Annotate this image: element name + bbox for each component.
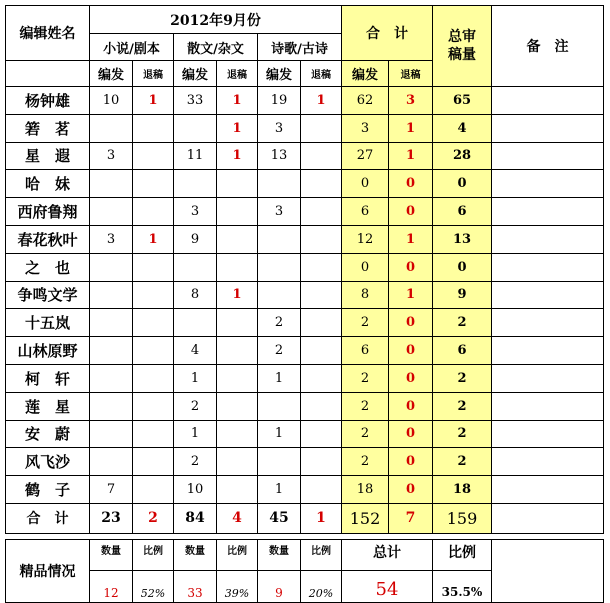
cell-prose-reject bbox=[217, 309, 258, 337]
cell-fiction-reject bbox=[133, 364, 174, 392]
data-rows bbox=[6, 87, 604, 504]
cell-total-edit: 27 bbox=[342, 142, 389, 170]
cell-total-reject: 0 bbox=[389, 337, 433, 365]
quality-total-ratio: 35.5% bbox=[433, 570, 492, 602]
cell-prose-reject bbox=[217, 170, 258, 198]
review-total-header: 总审 稿量 bbox=[433, 6, 492, 87]
cell-total-edit: 152 bbox=[342, 503, 389, 533]
cell-prose-reject: 1 bbox=[217, 142, 258, 170]
category-header-prose: 散文/杂文 bbox=[174, 34, 258, 61]
cell-prose-edit bbox=[174, 309, 217, 337]
cell-poetry-edit bbox=[258, 392, 301, 420]
quality-ratio-header: 比例 bbox=[433, 539, 492, 570]
cell-fiction-edit bbox=[90, 253, 133, 281]
cell-prose-edit: 1 bbox=[174, 420, 217, 448]
cell-prose-reject bbox=[217, 225, 258, 253]
cell-fiction-edit bbox=[90, 448, 133, 476]
cell-prose-edit: 33 bbox=[174, 87, 217, 115]
cell-fiction-edit: 3 bbox=[90, 142, 133, 170]
cell-total-edit: 8 bbox=[342, 281, 389, 309]
cell-review-total: 0 bbox=[433, 253, 492, 281]
cell-total-reject: 0 bbox=[389, 364, 433, 392]
editor-name: 箬 茗 bbox=[6, 114, 90, 142]
cell-review-total: 2 bbox=[433, 364, 492, 392]
cell-fiction-edit bbox=[90, 309, 133, 337]
quality-label: 精品情况 bbox=[6, 539, 90, 602]
cell-total-reject: 7 bbox=[389, 503, 433, 533]
cell-prose-edit: 3 bbox=[174, 198, 217, 226]
cell-prose-edit: 8 bbox=[174, 281, 217, 309]
cell-total-reject: 1 bbox=[389, 281, 433, 309]
table-row bbox=[6, 337, 604, 365]
cell-prose-edit: 2 bbox=[174, 392, 217, 420]
cell-total-reject: 0 bbox=[389, 253, 433, 281]
cell-poetry-edit: 13 bbox=[258, 142, 301, 170]
cell-total-reject: 1 bbox=[389, 114, 433, 142]
cell-prose-edit: 84 bbox=[174, 503, 217, 533]
cell-prose-edit: 2 bbox=[174, 448, 217, 476]
cell-fiction-edit bbox=[90, 114, 133, 142]
cell-notes bbox=[492, 309, 604, 337]
cell-total-reject: 0 bbox=[389, 392, 433, 420]
cell-prose-reject: 1 bbox=[217, 87, 258, 115]
editor-name: 安 蔚 bbox=[6, 420, 90, 448]
cell-notes bbox=[492, 337, 604, 365]
cell-total-reject: 0 bbox=[389, 420, 433, 448]
table-row bbox=[6, 225, 604, 253]
cell-review-total: 159 bbox=[433, 503, 492, 533]
editor-name: 风飞沙 bbox=[6, 448, 90, 476]
cell-review-total: 6 bbox=[433, 198, 492, 226]
cell-prose-edit: 9 bbox=[174, 225, 217, 253]
name-header-spacer bbox=[6, 61, 90, 87]
table-row bbox=[6, 364, 604, 392]
cell-total-edit: 2 bbox=[342, 392, 389, 420]
cell-review-total: 13 bbox=[433, 225, 492, 253]
editor-name: 山林原野 bbox=[6, 337, 90, 365]
cell-fiction-reject bbox=[133, 392, 174, 420]
quality-count-label: 数量 bbox=[258, 539, 301, 570]
quality-prose-count: 33 bbox=[174, 570, 217, 602]
cell-notes bbox=[492, 503, 604, 533]
cell-total-reject: 0 bbox=[389, 309, 433, 337]
cell-total-edit: 2 bbox=[342, 448, 389, 476]
cell-fiction-edit: 23 bbox=[90, 503, 133, 533]
table-row bbox=[6, 253, 604, 281]
cell-fiction-edit bbox=[90, 420, 133, 448]
cell-total-edit: 2 bbox=[342, 364, 389, 392]
cell-total-reject: 3 bbox=[389, 87, 433, 115]
cell-fiction-reject: 1 bbox=[133, 225, 174, 253]
cell-poetry-reject bbox=[301, 170, 342, 198]
editor-name: 鹤 子 bbox=[6, 476, 90, 504]
cell-prose-edit: 11 bbox=[174, 142, 217, 170]
editor-name: 哈 妹 bbox=[6, 170, 90, 198]
editor-name: 西府鲁翔 bbox=[6, 198, 90, 226]
cell-prose-edit bbox=[174, 253, 217, 281]
editor-name: 争鸣文学 bbox=[6, 281, 90, 309]
quality-total-value: 54 bbox=[342, 570, 433, 602]
month-header: 2012年9月份 bbox=[90, 6, 342, 34]
table-row bbox=[6, 448, 604, 476]
cell-fiction-reject bbox=[133, 253, 174, 281]
edit-label: 编发 bbox=[90, 61, 133, 87]
editor-name: 莲 星 bbox=[6, 392, 90, 420]
cell-fiction-edit bbox=[90, 281, 133, 309]
cell-total-edit: 0 bbox=[342, 170, 389, 198]
cell-notes bbox=[492, 114, 604, 142]
cell-fiction-edit bbox=[90, 198, 133, 226]
cell-notes bbox=[492, 420, 604, 448]
total-header: 合 计 bbox=[342, 6, 433, 61]
cell-fiction-reject: 2 bbox=[133, 503, 174, 533]
cell-prose-reject: 1 bbox=[217, 281, 258, 309]
cell-poetry-reject bbox=[301, 142, 342, 170]
cell-poetry-reject bbox=[301, 225, 342, 253]
cell-prose-reject bbox=[217, 337, 258, 365]
cell-total-reject: 0 bbox=[389, 448, 433, 476]
editor-name: 杨钟雄 bbox=[6, 87, 90, 115]
cell-notes bbox=[492, 87, 604, 115]
quality-count-label: 数量 bbox=[90, 539, 133, 570]
cell-fiction-edit bbox=[90, 392, 133, 420]
cell-total-edit: 3 bbox=[342, 114, 389, 142]
cell-total-edit: 6 bbox=[342, 337, 389, 365]
cell-fiction-reject bbox=[133, 448, 174, 476]
cell-poetry-edit bbox=[258, 225, 301, 253]
cell-prose-reject bbox=[217, 253, 258, 281]
cell-notes bbox=[492, 448, 604, 476]
cell-fiction-reject bbox=[133, 476, 174, 504]
cell-fiction-edit bbox=[90, 170, 133, 198]
reject-label: 退稿 bbox=[389, 61, 433, 87]
cell-poetry-reject bbox=[301, 337, 342, 365]
quality-poetry-ratio: 20% bbox=[301, 570, 342, 602]
table-row bbox=[6, 170, 604, 198]
cell-notes bbox=[492, 198, 604, 226]
quality-ratio-label: 比例 bbox=[217, 539, 258, 570]
editor-stats-table bbox=[5, 5, 604, 603]
cell-fiction-edit: 3 bbox=[90, 225, 133, 253]
table-row bbox=[6, 198, 604, 226]
totals-label: 合 计 bbox=[6, 503, 90, 533]
cell-poetry-edit: 45 bbox=[258, 503, 301, 533]
reject-label: 退稿 bbox=[133, 61, 174, 87]
cell-poetry-edit bbox=[258, 281, 301, 309]
cell-fiction-edit: 10 bbox=[90, 87, 133, 115]
cell-review-total: 2 bbox=[433, 448, 492, 476]
cell-poetry-reject bbox=[301, 364, 342, 392]
cell-review-total: 4 bbox=[433, 114, 492, 142]
reject-label: 退稿 bbox=[217, 61, 258, 87]
editor-name: 之 也 bbox=[6, 253, 90, 281]
cell-poetry-edit: 1 bbox=[258, 420, 301, 448]
cell-total-edit: 18 bbox=[342, 476, 389, 504]
cell-poetry-edit bbox=[258, 448, 301, 476]
editor-name: 十五岚 bbox=[6, 309, 90, 337]
editor-name: 春花秋叶 bbox=[6, 225, 90, 253]
totals-row bbox=[6, 503, 604, 533]
cell-poetry-reject bbox=[301, 420, 342, 448]
cell-prose-edit: 10 bbox=[174, 476, 217, 504]
cell-poetry-edit: 1 bbox=[258, 476, 301, 504]
cell-fiction-reject bbox=[133, 309, 174, 337]
cell-prose-edit: 4 bbox=[174, 337, 217, 365]
table-row bbox=[6, 420, 604, 448]
cell-review-total: 6 bbox=[433, 337, 492, 365]
cell-notes bbox=[492, 281, 604, 309]
cell-prose-reject bbox=[217, 364, 258, 392]
cell-notes bbox=[492, 476, 604, 504]
cell-fiction-reject: 1 bbox=[133, 87, 174, 115]
reject-label: 退稿 bbox=[301, 61, 342, 87]
quality-count-label: 数量 bbox=[174, 539, 217, 570]
quality-ratio-label: 比例 bbox=[133, 539, 174, 570]
cell-poetry-edit bbox=[258, 170, 301, 198]
cell-fiction-edit: 7 bbox=[90, 476, 133, 504]
quality-fiction-ratio: 52% bbox=[133, 570, 174, 602]
cell-poetry-reject bbox=[301, 392, 342, 420]
quality-total-label: 总计 bbox=[342, 539, 433, 570]
cell-fiction-reject bbox=[133, 281, 174, 309]
table-row bbox=[6, 87, 604, 115]
cell-poetry-reject: 1 bbox=[301, 87, 342, 115]
cell-fiction-reject bbox=[133, 337, 174, 365]
cell-poetry-edit: 1 bbox=[258, 364, 301, 392]
cell-review-total: 2 bbox=[433, 309, 492, 337]
cell-prose-edit bbox=[174, 114, 217, 142]
table-row bbox=[6, 309, 604, 337]
cell-review-total: 0 bbox=[433, 170, 492, 198]
editor-name: 星 遐 bbox=[6, 142, 90, 170]
cell-total-reject: 1 bbox=[389, 225, 433, 253]
cell-notes bbox=[492, 225, 604, 253]
cell-notes bbox=[492, 364, 604, 392]
quality-notes bbox=[492, 539, 604, 602]
cell-poetry-reject bbox=[301, 281, 342, 309]
cell-review-total: 65 bbox=[433, 87, 492, 115]
cell-poetry-edit: 2 bbox=[258, 337, 301, 365]
cell-prose-reject bbox=[217, 448, 258, 476]
cell-prose-reject bbox=[217, 392, 258, 420]
edit-label: 编发 bbox=[342, 61, 389, 87]
cell-review-total: 18 bbox=[433, 476, 492, 504]
cell-poetry-reject bbox=[301, 448, 342, 476]
cell-poetry-edit: 19 bbox=[258, 87, 301, 115]
cell-prose-edit bbox=[174, 170, 217, 198]
table-row bbox=[6, 114, 604, 142]
cell-total-reject: 0 bbox=[389, 198, 433, 226]
cell-poetry-edit: 2 bbox=[258, 309, 301, 337]
cell-fiction-reject bbox=[133, 420, 174, 448]
cell-prose-edit: 1 bbox=[174, 364, 217, 392]
cell-total-edit: 0 bbox=[342, 253, 389, 281]
cell-notes bbox=[492, 392, 604, 420]
cell-total-reject: 1 bbox=[389, 142, 433, 170]
cell-fiction-reject bbox=[133, 142, 174, 170]
quality-prose-ratio: 39% bbox=[217, 570, 258, 602]
cell-prose-reject: 1 bbox=[217, 114, 258, 142]
cell-total-edit: 2 bbox=[342, 309, 389, 337]
notes-header: 备 注 bbox=[492, 6, 604, 87]
category-header-poetry: 诗歌/古诗 bbox=[258, 34, 342, 61]
cell-total-edit: 6 bbox=[342, 198, 389, 226]
stats-sheet bbox=[5, 5, 604, 603]
cell-poetry-edit: 3 bbox=[258, 198, 301, 226]
cell-poetry-reject bbox=[301, 114, 342, 142]
quality-poetry-count: 9 bbox=[258, 570, 301, 602]
cell-notes bbox=[492, 253, 604, 281]
cell-prose-reject bbox=[217, 198, 258, 226]
cell-total-reject: 0 bbox=[389, 476, 433, 504]
edit-label: 编发 bbox=[258, 61, 301, 87]
table-row bbox=[6, 142, 604, 170]
cell-poetry-edit: 3 bbox=[258, 114, 301, 142]
cell-poetry-reject bbox=[301, 198, 342, 226]
cell-review-total: 2 bbox=[433, 420, 492, 448]
table-row bbox=[6, 476, 604, 504]
cell-total-edit: 2 bbox=[342, 420, 389, 448]
cell-review-total: 28 bbox=[433, 142, 492, 170]
cell-poetry-reject: 1 bbox=[301, 503, 342, 533]
cell-total-edit: 62 bbox=[342, 87, 389, 115]
cell-notes bbox=[492, 142, 604, 170]
quality-ratio-label: 比例 bbox=[301, 539, 342, 570]
cell-total-edit: 12 bbox=[342, 225, 389, 253]
cell-fiction-edit bbox=[90, 337, 133, 365]
table-row bbox=[6, 281, 604, 309]
cell-fiction-edit bbox=[90, 364, 133, 392]
cell-poetry-edit bbox=[258, 253, 301, 281]
cell-total-reject: 0 bbox=[389, 170, 433, 198]
cell-notes bbox=[492, 170, 604, 198]
cell-poetry-reject bbox=[301, 476, 342, 504]
table-row bbox=[6, 392, 604, 420]
cell-fiction-reject bbox=[133, 114, 174, 142]
category-header-fiction: 小说/剧本 bbox=[90, 34, 174, 61]
name-column-header: 编辑姓名 bbox=[6, 6, 90, 61]
cell-fiction-reject bbox=[133, 198, 174, 226]
cell-prose-reject bbox=[217, 420, 258, 448]
quality-fiction-count: 12 bbox=[90, 570, 133, 602]
cell-review-total: 9 bbox=[433, 281, 492, 309]
editor-name: 柯 轩 bbox=[6, 364, 90, 392]
cell-fiction-reject bbox=[133, 170, 174, 198]
cell-prose-reject bbox=[217, 476, 258, 504]
cell-poetry-reject bbox=[301, 309, 342, 337]
cell-review-total: 2 bbox=[433, 392, 492, 420]
quality-row bbox=[6, 539, 604, 570]
cell-prose-reject: 4 bbox=[217, 503, 258, 533]
edit-label: 编发 bbox=[174, 61, 217, 87]
cell-poetry-reject bbox=[301, 253, 342, 281]
